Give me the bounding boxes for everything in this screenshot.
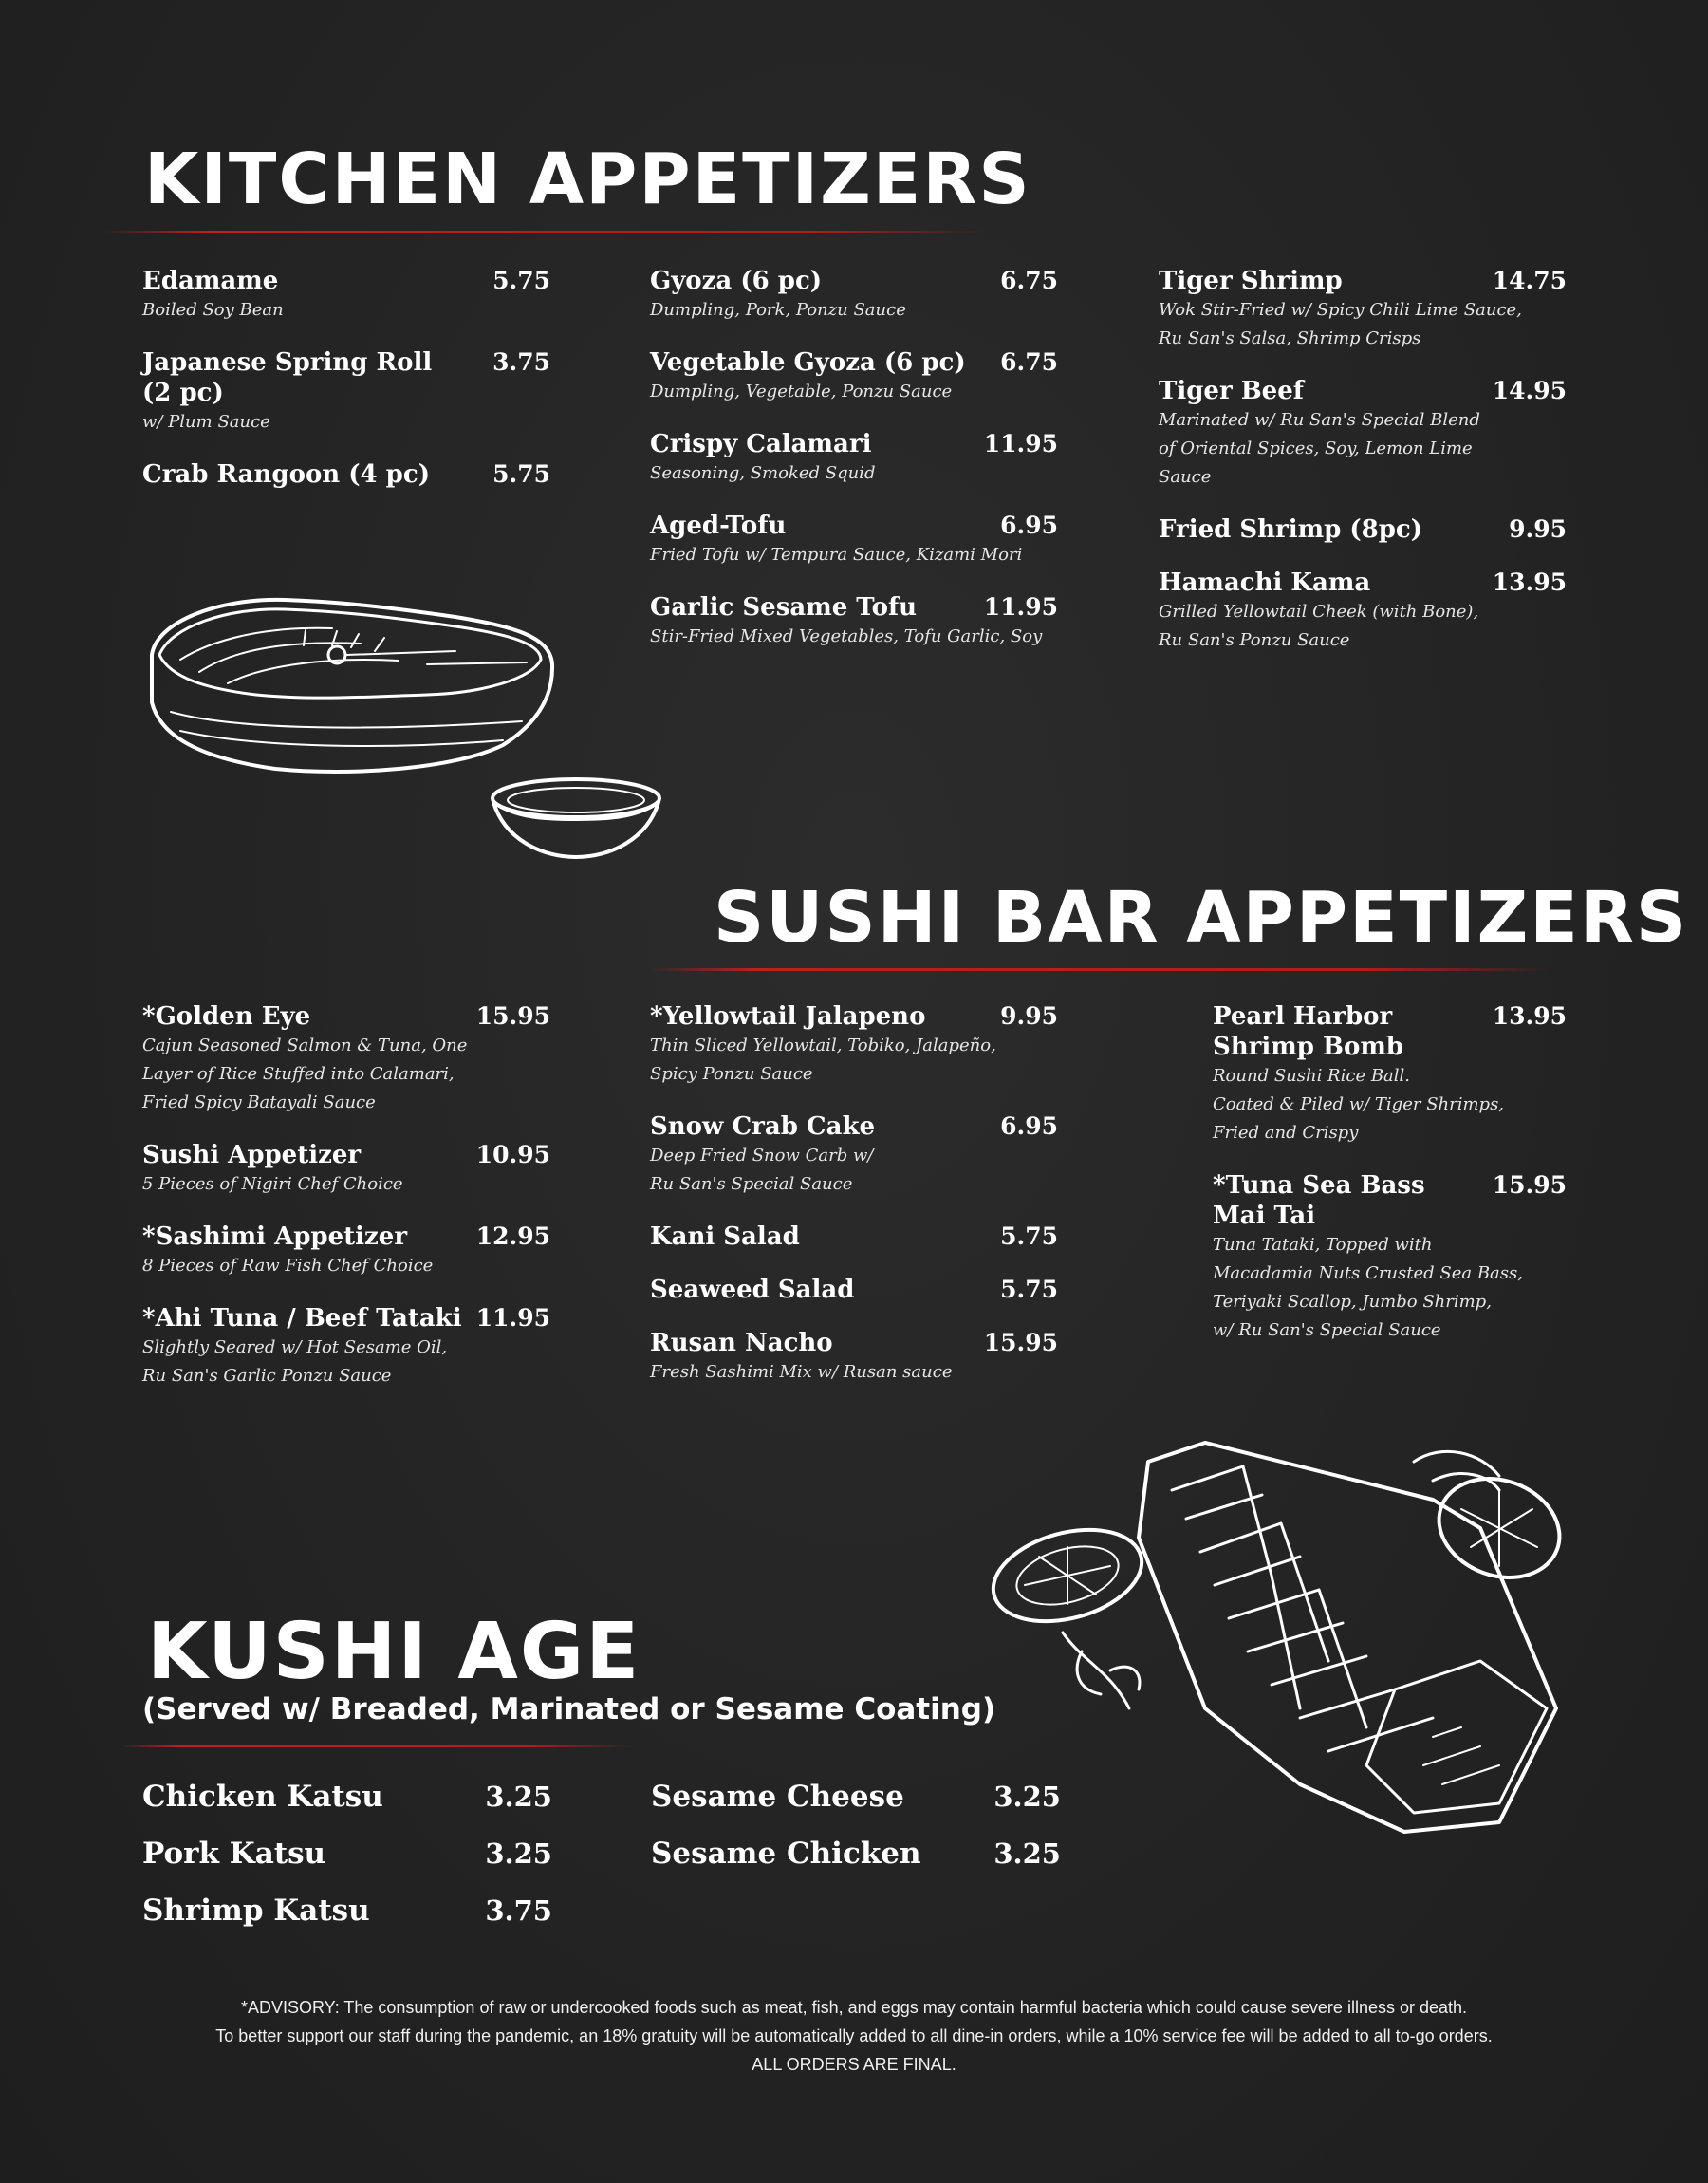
menu-item-name: *Yellowtail Jalapeno <box>650 1002 926 1031</box>
menu-item <box>1159 376 1567 492</box>
menu-item-description: Deep Fried Snow Carb w/ Ru San's Special Sauce <box>650 1146 874 1194</box>
menu-item-price: 9.95 <box>1000 1002 1058 1030</box>
menu-item-price: 6.95 <box>1000 1112 1058 1140</box>
menu-item-description: 8 Pieces of Raw Fish Chef Choice <box>142 1256 434 1276</box>
menu-item-name: Sesame Chicken <box>651 1837 921 1871</box>
menu-item-price: 3.25 <box>993 1781 1061 1813</box>
menu-item-name: Rusan Nacho <box>650 1329 833 1357</box>
menu-item-name: Garlic Sesame Tofu <box>650 593 918 622</box>
menu-item-name: Edamame <box>142 267 279 295</box>
menu-item <box>142 1892 552 1930</box>
menu-item-description: Boiled Soy Bean <box>142 300 284 320</box>
menu-item-name: Tiger Shrimp <box>1159 267 1343 295</box>
menu-item-name: Shrimp Katsu <box>142 1894 370 1928</box>
menu-item-description: Dumpling, Pork, Ponzu Sauce <box>650 300 906 320</box>
menu-item <box>142 1778 552 1816</box>
menu-item-name: *Ahi Tuna / Beef Tataki <box>142 1304 462 1333</box>
menu-item-name: *Sashimi Appetizer <box>142 1222 408 1251</box>
menu-item-description: Grilled Yellowtail Cheek (with Bone), Ru San's Ponzu Sauce <box>1159 602 1479 650</box>
menu-item <box>650 592 1058 651</box>
kitchen-column-1 <box>142 266 550 513</box>
menu-item <box>650 511 1058 569</box>
menu-item <box>142 1835 552 1873</box>
menu-item <box>142 1140 550 1199</box>
menu-item-price: 3.25 <box>993 1838 1061 1870</box>
footer-gratuity: To better support our staff during the pandemic, an 18% gratuity will be automatically added to all dine-in orders, while a 10% service fee will be added to all to-go orders. <box>215 2026 1493 2045</box>
menu-item-name: Tiger Beef <box>1159 377 1304 405</box>
menu-item-price: 10.95 <box>475 1141 550 1168</box>
footer-final: ALL ORDERS ARE FINAL. <box>752 2055 956 2074</box>
menu-item-price: 5.75 <box>1000 1276 1058 1303</box>
menu-item-description: Fresh Sashimi Mix w/ Rusan sauce <box>650 1362 953 1382</box>
menu-item-price: 3.25 <box>485 1781 552 1813</box>
menu-item-name: Sesame Cheese <box>651 1780 904 1814</box>
menu-item-price: 5.75 <box>1000 1222 1058 1250</box>
menu-item-name: Crab Rangoon (4 pc) <box>142 460 430 489</box>
kitchen-column-2 <box>650 266 1058 674</box>
menu-item-description: Dumpling, Vegetable, Ponzu Sauce <box>650 382 953 401</box>
menu-item-price: 3.25 <box>485 1838 552 1870</box>
menu-item-name: Aged-Tofu <box>650 512 787 540</box>
menu-item <box>142 1001 550 1117</box>
menu-item-name: Vegetable Gyoza (6 pc) <box>650 348 966 377</box>
menu-item <box>142 1303 550 1390</box>
kitchen-title: KITCHEN APPETIZERS <box>144 139 1031 220</box>
menu-item <box>1159 568 1567 655</box>
sushi-column-1 <box>142 1001 550 1413</box>
menu-item-description: Stir-Fried Mixed Vegetables, Tofu Garlic, Soy <box>650 626 1043 646</box>
menu-item-name: Hamachi Kama <box>1159 569 1371 597</box>
menu-item <box>142 266 550 325</box>
menu-item-price: 6.95 <box>1000 512 1058 539</box>
menu-item-price: 11.95 <box>983 430 1058 457</box>
menu-item-price: 14.75 <box>1492 267 1567 294</box>
kushi-column-1 <box>142 1778 552 1949</box>
menu-item-price: 15.95 <box>1492 1171 1567 1199</box>
sushi-column-3 <box>1213 1001 1567 1368</box>
menu-item <box>1213 1001 1567 1147</box>
menu-item <box>650 1001 1058 1089</box>
menu-item <box>650 266 1058 325</box>
menu-item-name: Snow Crab Cake <box>650 1112 876 1141</box>
menu-item-name: Pearl Harbor Shrimp Bomb <box>1213 1002 1404 1061</box>
menu-item-description: Wok Stir-Fried w/ Spicy Chili Lime Sauce, Ru San's Salsa, Shrimp Crisps <box>1159 300 1522 348</box>
menu-item <box>651 1835 1061 1873</box>
menu-item-name: Japanese Spring Roll (2 pc) <box>142 348 433 407</box>
menu-item <box>142 347 550 437</box>
menu-item-price: 5.75 <box>492 460 550 488</box>
menu-item <box>1213 1170 1567 1345</box>
kushi-column-2 <box>651 1778 1061 1892</box>
menu-item-name: Crispy Calamari <box>650 430 872 458</box>
menu-item-price: 12.95 <box>475 1222 550 1250</box>
menu-item <box>650 429 1058 488</box>
menu-item <box>1159 514 1567 545</box>
sauce-bowl-illustration <box>486 774 666 865</box>
menu-item-price: 14.95 <box>1492 377 1567 404</box>
kushi-title: KUSHI AGE <box>147 1607 641 1697</box>
sashimi-platter-illustration <box>987 1424 1575 1841</box>
sushi-column-2 <box>650 1001 1058 1409</box>
menu-item-description: Seasoning, Smoked Squid <box>650 463 876 483</box>
menu-item-price: 9.95 <box>1509 515 1567 543</box>
fish-steak-illustration <box>142 588 560 778</box>
menu-item-name: *Tuna Sea Bass Mai Tai <box>1213 1171 1425 1230</box>
menu-item-description: Slightly Seared w/ Hot Sesame Oil, Ru San's Garlic Ponzu Sauce <box>142 1337 448 1386</box>
menu-item-price: 6.75 <box>1000 267 1058 294</box>
menu-item-name: Seaweed Salad <box>650 1276 855 1304</box>
menu-item-name: Fried Shrimp (8pc) <box>1159 515 1423 544</box>
menu-item-description: 5 Pieces of Nigiri Chef Choice <box>142 1174 403 1194</box>
menu-item-price: 5.75 <box>492 267 550 294</box>
menu-item-description: Thin Sliced Yellowtail, Tobiko, Jalapeño, Spicy Ponzu Sauce <box>650 1036 996 1084</box>
sushi-title-underline <box>648 968 1550 971</box>
menu-item-price: 15.95 <box>475 1002 550 1030</box>
menu-item-name: Gyoza (6 pc) <box>650 267 823 295</box>
menu-item-description: Fried Tofu w/ Tempura Sauce, Kizami Mori <box>650 545 1023 565</box>
menu-item <box>1159 266 1567 353</box>
menu-item-description: Round Sushi Rice Ball. Coated & Piled w/ Tiger Shrimps, Fried and Crispy <box>1213 1066 1505 1143</box>
menu-item <box>650 1328 1058 1387</box>
menu-item-price: 13.95 <box>1492 1002 1567 1030</box>
menu-item-price: 15.95 <box>983 1329 1058 1356</box>
menu-item <box>650 1111 1058 1199</box>
menu-item <box>142 459 550 490</box>
menu-item <box>650 347 1058 406</box>
menu-item-price: 13.95 <box>1492 569 1567 596</box>
menu-item-description: Marinated w/ Ru San's Special Blend of Oriental Spices, Soy, Lemon Lime Sauce <box>1159 410 1480 487</box>
menu-item <box>650 1222 1058 1252</box>
kushi-subtitle: (Served w/ Breaded, Marinated or Sesame Coating) <box>142 1692 996 1726</box>
menu-item-price: 3.75 <box>485 1894 552 1927</box>
menu-item-description: w/ Plum Sauce <box>142 412 270 432</box>
menu-item-name: Pork Katsu <box>142 1837 326 1871</box>
footer-advisory: *ADVISORY: The consumption of raw or undercooked foods such as meat, fish, and eggs may contain harmful bacteria which could cause severe illness or death. <box>240 1998 1468 2017</box>
kitchen-title-underline <box>102 231 985 233</box>
menu-item-name: Chicken Katsu <box>142 1780 383 1814</box>
menu-item-description: Tuna Tataki, Topped with Macadamia Nuts Crusted Sea Bass, Teriyaki Scallop, Jumbo Shrimp, w/ Ru San's Special Sauce <box>1213 1235 1523 1340</box>
menu-item-price: 11.95 <box>475 1304 550 1332</box>
footer-notice <box>0 1993 1708 2079</box>
menu-item-price: 6.75 <box>1000 348 1058 376</box>
menu-item <box>142 1222 550 1280</box>
kushi-title-underline <box>119 1745 631 1747</box>
menu-item-price: 3.75 <box>492 348 550 376</box>
menu-item <box>651 1778 1061 1816</box>
menu-item-price: 11.95 <box>983 593 1058 621</box>
sushi-title: SUSHI BAR APPETIZERS <box>714 877 1689 959</box>
menu-item-name: Sushi Appetizer <box>142 1141 362 1169</box>
menu-item <box>650 1275 1058 1305</box>
kitchen-column-3 <box>1159 266 1567 678</box>
menu-item-description: Cajun Seasoned Salmon & Tuna, One Layer of Rice Stuffed into Calamari, Fried Spicy Batayali Sauce <box>142 1036 468 1112</box>
menu-item-name: Kani Salad <box>650 1222 800 1251</box>
menu-item-name: *Golden Eye <box>142 1002 311 1031</box>
